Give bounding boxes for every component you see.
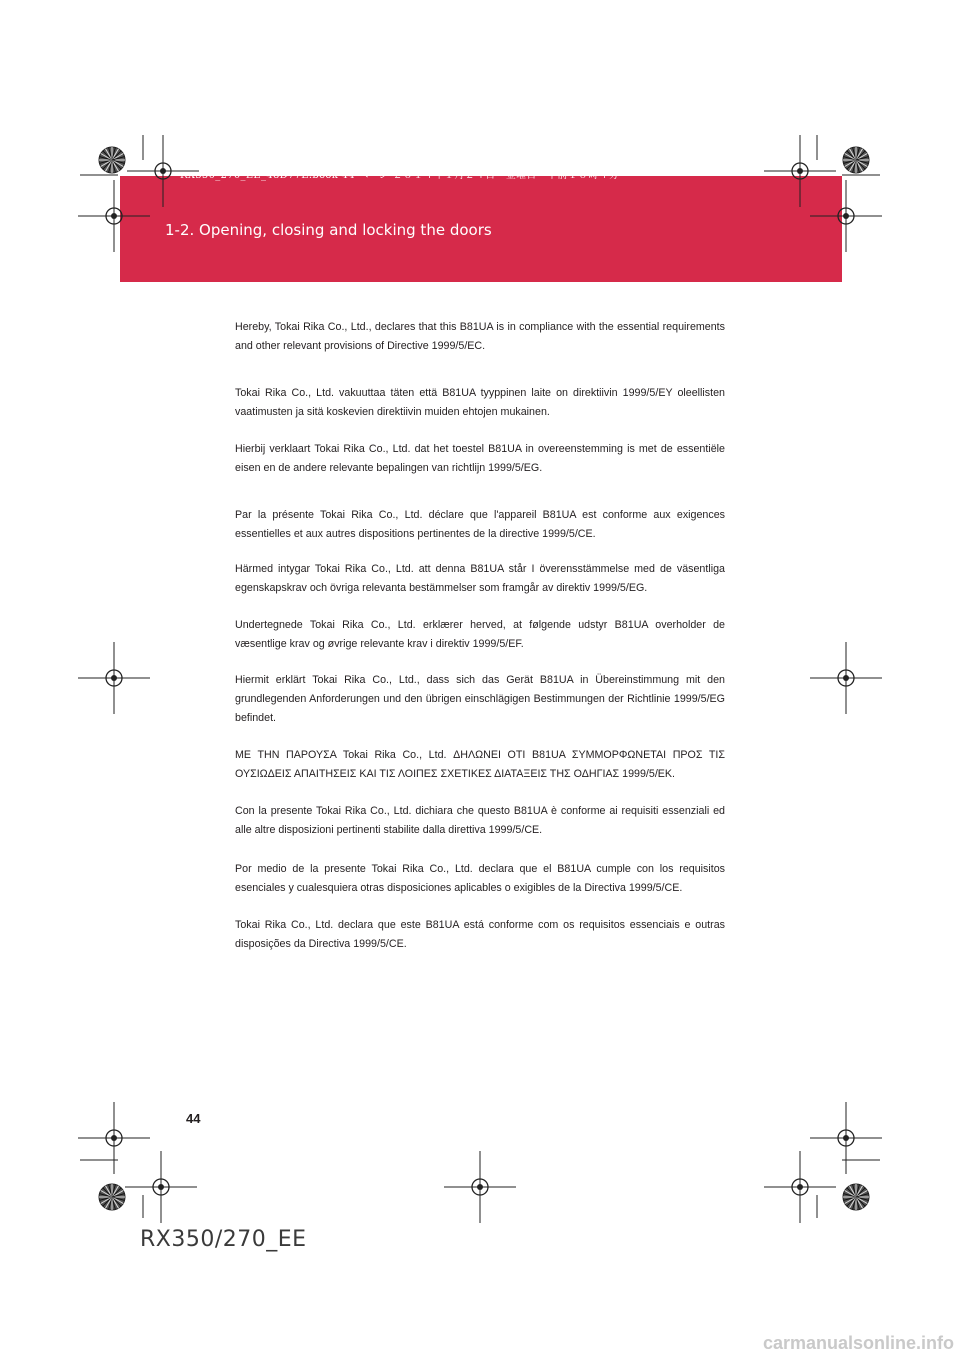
declaration-de: Hiermit erklärt Tokai Rika Co., Ltd., dass sich das Gerät B81UA in Übereinstimmung mit den grundlegenden Anforderungen und den übrigen einschlägigen Bestimmungen der Richtlinie 1999/5/EG befindet. — [235, 674, 725, 724]
declaration-pt: Tokai Rika Co., Ltd. declara que este B81UA está conforme com os requisitos essenciais e outras disposições da Directiva 1999/5/CE. — [235, 919, 725, 950]
registration-crosshair-icon — [78, 180, 150, 252]
watermark: carmanualsonline.info — [762, 1333, 954, 1353]
color-target-icon — [843, 1184, 869, 1210]
declaration-es: Por medio de la presente Tokai Rika Co., Ltd. declara que el B81UA cumple con los requisitos esenciales y cualesquiera otras disposiciones aplicables o exigibles de la Directiva 1999/5/CE. — [235, 863, 725, 894]
declaration-el: ΜΕ ΤΗΝ ΠΑΡΟΥΣΑ Tokai Rika Co., Ltd. ΔΗΛΩΝΕΙ ΟΤΙ B81UA ΣΥΜΜΟΡΦΩΝΕΤΑΙ ΠΡΟΣ ΤΙΣ ΟΥΣΙΩΔΕΙΣ ΑΠΑΙΤΗΣΕΙΣ ΚΑΙ ΤΙΣ ΛΟΙΠΕΣ ΣΧΕΤΙΚΕΣ ΔΙΑΤΑΞΕΙΣ ΤΗΣ ΟΔΗΓΙΑΣ 1999/5/ΕΚ. — [235, 749, 725, 780]
color-target-icon — [99, 147, 125, 173]
registration-crosshair-icon — [810, 180, 882, 252]
declaration-nl: Hierbij verklaart Tokai Rika Co., Ltd. dat het toestel B81UA in overeenstemming is met de essentiële eisen en de andere relevante bepalingen van richtlijn 1999/5/EG. — [235, 443, 725, 474]
color-target-icon — [843, 147, 869, 173]
page-number: 44 — [186, 1111, 201, 1126]
declaration-en: Hereby, Tokai Rika Co., Ltd., declares that this B81UA is in compliance with the essential requirements and other relevant provisions of Directive 1999/5/EC. — [235, 321, 725, 352]
color-target-icon — [99, 1184, 125, 1210]
declaration-fr: Par la présente Tokai Rika Co., Ltd. déclare que l'appareil B81UA est conforme aux exigences essentielles et aux autres dispositions pertinentes de la directive 1999/5/CE. — [235, 509, 725, 540]
section-title: 1-2. Opening, closing and locking the doors — [165, 221, 492, 239]
registration-crosshair-icon — [810, 1102, 882, 1174]
model-code: RX350/270_EE — [140, 1227, 307, 1252]
declaration-da: Undertegnede Tokai Rika Co., Ltd. erklærer herved, at følgende udstyr B81UA overholder de væsentlige krav og øvrige relevante krav i direktiv 1999/5/EF. — [235, 619, 725, 650]
declaration-fi: Tokai Rika Co., Ltd. vakuuttaa täten että B81UA tyyppinen laite on direktiivin 1999/5/EY oleellisten vaatimusten ja sitä koskevien direktiivin muiden ehtojen mukainen. — [235, 387, 725, 418]
registration-crosshair-icon — [810, 642, 882, 714]
registration-crosshair-icon — [78, 1102, 150, 1174]
declaration-sv: Härmed intygar Tokai Rika Co., Ltd. att denna B81UA står I överensstämmelse med de väsentliga egenskapskrav och övriga relevanta bestämmelser som framgår av direktiv 1999/5/EG. — [235, 563, 725, 594]
registration-crosshair-icon — [78, 642, 150, 714]
file-stamp: RX350_270_EE_48D77E.book 44 ページ ２０１４年１月２４日 金曜日 午前１０時４分 — [180, 170, 620, 181]
registration-crosshair-icon — [444, 1151, 516, 1223]
registration-crosshair-icon — [764, 1151, 836, 1223]
declaration-it: Con la presente Tokai Rika Co., Ltd. dichiara che questo B81UA è conforme ai requisiti essenziali ed alle altre disposizioni pertinenti stabilite dalla direttiva 1999/5/CE. — [235, 805, 725, 836]
registration-crosshair-icon — [764, 135, 836, 207]
registration-crosshair-icon — [127, 135, 199, 207]
registration-crosshair-icon — [125, 1151, 197, 1223]
